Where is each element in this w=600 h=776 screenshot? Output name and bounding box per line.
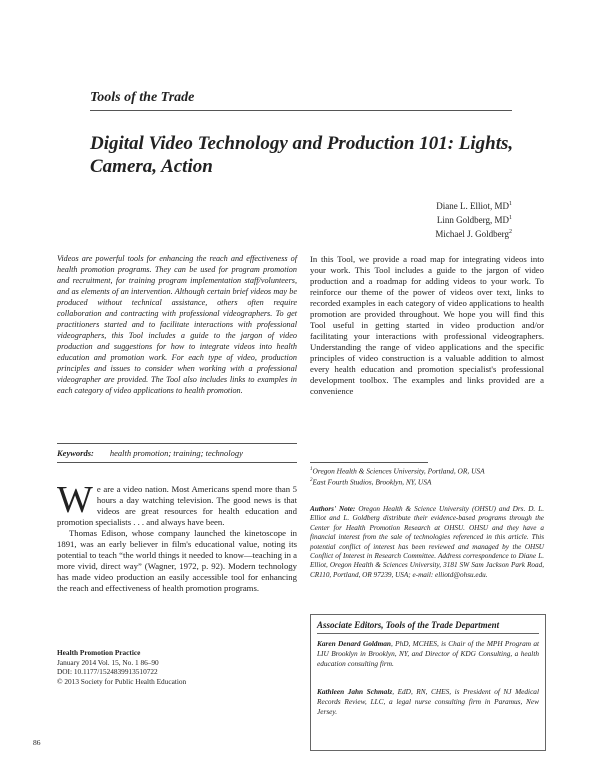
journal-doi: DOI: 10.1177/1524839913510722 — [57, 667, 158, 676]
drop-cap: W — [57, 479, 93, 521]
journal-name: Health Promotion Practice — [57, 648, 141, 657]
author-2: Linn Goldberg, $MD^1$ — [436, 215, 512, 225]
editors-box — [310, 614, 546, 751]
body-paragraph-2: Thomas Edison, whose company launched the kinetoscope in 1891, was an early believer in film's educational value, noting its potential to teach “the world things it needed to know—teaching in a more vivid, direct way” (Wagner, 1972, p. 92). Modern technology has made video production an easily accessible tool for enhancing the reach and effectiveness of health promotion programs. — [57, 528, 297, 593]
editor-2-bio: Kathleen Jahn Schmalz, EdD, RN, CHES, is President of NJ Medical Records Review, LLC, a legal nurse consulting firm in Paramus, New Jersey. — [317, 687, 539, 716]
editors-box-title: Associate Editors, Tools of the Trade Department — [317, 620, 500, 630]
journal-issue: January 2014 Vol. 15, No. 1 86–90 — [57, 657, 159, 667]
affiliation-2: $^2$East Fourth Studios, Brooklyn, NY, USA — [310, 477, 432, 487]
author-1: Diane L. Elliot, $MD^1$ — [436, 201, 512, 211]
affiliations — [310, 465, 544, 488]
section-heading: Tools of the Trade — [90, 90, 195, 105]
abstract: Videos are powerful tools for enhancing the reach and effectiveness of health promotion programs. They can be used for program promotion and recruitment, for training program implementation staff/volunteers, and as elements of an intervention. Although certain brief videos may be produced without technical assistance, others often require collaboration and contracting with professional videographers. To get practitioners started and to facilitate interactions with professional videographers, this Tool includes a guide to the jargon of video production and suggestions for how to integrate videos into health education and promotion work. For each type of video, production principles and issues to consider when working with a professional videographer are provided. The Tool also includes links to examples in each category of video applications to health promotion. — [57, 254, 297, 395]
page-number: 86 — [33, 738, 41, 747]
editor-1-bio: Karen Denard Goldman, PhD, MCHES, is Chair of the MPH Program at LIU Brooklyn in Brooklyn, NY, and Director of KDG Consulting, a health education consulting firm. — [317, 639, 540, 668]
author-list — [435, 198, 512, 240]
article-title: Digital Video Technology and Production 101: Lights, Camera, Action — [90, 133, 514, 177]
body-text — [57, 479, 297, 594]
keywords: Keywords: health promotion; training; technology — [57, 448, 243, 458]
intro-paragraph: In this Tool, we provide a road map for integrating videos into your work. This Tool includes a guide to the jargon of video production and a roadmap for adding videos to your work. To reinforce our theme of the power of videos over text, links to recorded examples in each category of video applications to health promotion are provided throughout. We hope you will find this Tool useful in getting started in video production and/or facilitating your interactions with professional videographers. Understanding the range of video applications and the specific principles of video construction is a valuable addition to almost every health education and promotion specialist's professional development toolbox. The examples and links provided are a convenience — [310, 254, 544, 396]
body-paragraph-1: We are a video nation. Most Americans spend more than 5 hours a day watching television. The good news is that videos are great resources for health education and promotion specialists . . . and always have been. — [57, 479, 297, 527]
affiliation-rule — [310, 462, 428, 463]
author-3: Michael J. Goldberg$^2$ — [435, 229, 512, 239]
keywords-rule-top — [57, 443, 297, 444]
authors-note: Authors' Note: Oregon Health & Science University (OHSU) and Drs. D. L. Elliot and L. Goldberg distribute their evidence-based programs through the Center for Health Promotion Research at OHSU. OHSU and they have a financial interest from the sale of technologies referenced in this article. This potential conflict of interest has been reviewed and managed by the OHSU Conflict of Interest in Research Committee. Address correspondence to Diane L. Elliot, Oregon Health & Sciences University, 3181 SW Sam Jackson Park Road, CR110, Portland, OR 97239, USA; e-mail: elliotd@ohsu.edu. — [310, 505, 544, 579]
editors-box-divider — [317, 633, 539, 634]
top-rule — [90, 110, 512, 111]
journal-copyright: © 2013 Society for Public Health Education — [57, 676, 187, 686]
affiliation-1: $^1$Oregon Health & Sciences University, Portland, OR, USA — [310, 466, 485, 476]
journal-info — [57, 648, 186, 686]
keywords-rule-bottom — [57, 462, 297, 463]
